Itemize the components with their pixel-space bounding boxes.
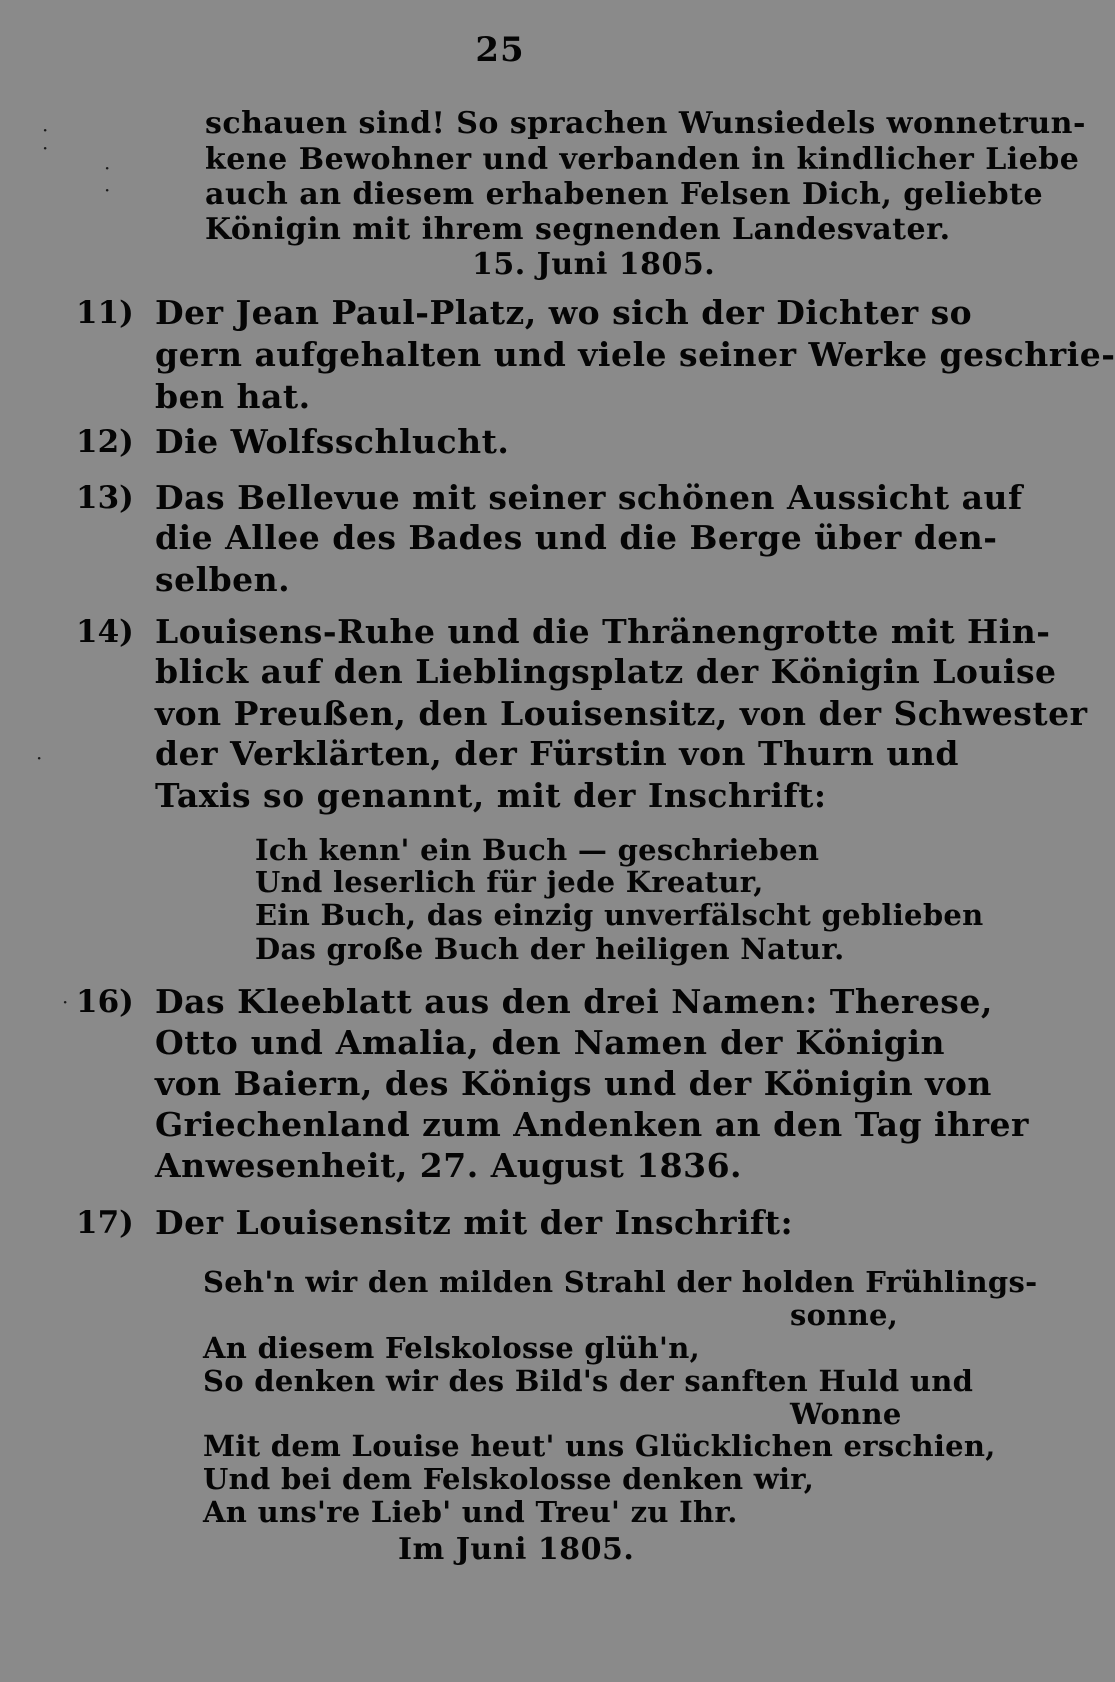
item-number: 13) (76, 480, 134, 516)
item-line: Griechenland zum Andenken an den Tag ihrer (155, 1105, 1029, 1144)
item-line: blick auf den Lieblingsplatz der Königin Louise (155, 652, 1057, 691)
intro-line: schauen sind! So sprachen Wunsiedels wonnetrun- (205, 106, 1086, 141)
item-line: Der Jean Paul-Platz, wo sich der Dichter so (155, 293, 973, 332)
item-line: Taxis so genannt, mit der Inschrift: (155, 776, 827, 815)
intro-line: auch an diesem erhabenen Felsen Dich, geliebte (205, 177, 1044, 212)
verse-line: Seh'n wir den milden Strahl der holden Frühlings- (203, 1265, 1038, 1299)
item-number: 16) (76, 984, 134, 1020)
item-line: ben hat. (155, 377, 311, 416)
item-line: von Preußen, den Louisensitz, von der Schwester (155, 694, 1088, 733)
verse-line: Mit dem Louise heut' uns Glücklichen erschien, (203, 1429, 996, 1463)
verse-line: Ein Buch, das einzig unverfälscht geblieben (255, 898, 984, 932)
item-line: der Verklärten, der Fürstin von Thurn und (155, 734, 959, 773)
verse-line: Ich kenn' ein Buch — geschrieben (255, 833, 820, 867)
item-line: Anwesenheit, 27. August 1836. (155, 1146, 743, 1185)
closing-date: Im Juni 1805. (398, 1532, 635, 1567)
item-number: 17) (76, 1205, 134, 1241)
item-line: Die Wolfsschlucht. (155, 422, 510, 461)
verse-line: An uns're Lieb' und Treu' zu Ihr. (203, 1495, 738, 1529)
scan-speck: · (42, 118, 49, 142)
intro-line: kene Bewohner und verbanden in kindlicher Liebe (205, 142, 1080, 177)
item-line: Der Louisensitz mit der Inschrift: (155, 1203, 794, 1242)
verse-line: An diesem Felskolosse glüh'n, (203, 1331, 700, 1365)
intro-line: Königin mit ihrem segnenden Landesvater. (205, 212, 951, 247)
scan-speck: · (62, 990, 69, 1014)
item-line: von Baiern, des Königs und der Königin von (155, 1064, 992, 1103)
verse-line: sonne, (790, 1298, 899, 1332)
verse-line: So denken wir des Bild's der sanften Huld und (203, 1364, 974, 1398)
verse-line: Und bei dem Felskolosse denken wir, (203, 1462, 815, 1496)
verse-line: Das große Buch der heiligen Natur. (255, 932, 845, 966)
item-number: 14) (76, 614, 134, 650)
item-line: selben. (155, 560, 291, 599)
scan-speck: · (42, 136, 49, 160)
scan-speck: · (36, 746, 43, 770)
item-line: Das Kleeblatt aus den drei Namen: Therese, (155, 982, 993, 1021)
item-number: 11) (76, 295, 134, 331)
item-line: Otto und Amalia, den Namen der Königin (155, 1023, 945, 1062)
item-line: gern aufgehalten und viele seiner Werke geschrie- (155, 335, 1115, 374)
verse-line: Und leserlich für jede Kreatur, (255, 865, 764, 899)
verse-line: Wonne (790, 1397, 902, 1431)
item-number: 12) (76, 424, 134, 460)
intro-date: 15. Juni 1805. (472, 247, 716, 282)
page-number: 25 (475, 30, 525, 70)
scan-speck: · (104, 156, 111, 180)
item-line: Louisens-Ruhe und die Thränengrotte mit Hin- (155, 612, 1051, 651)
item-line: die Allee des Bades und die Berge über den- (155, 518, 998, 557)
item-line: Das Bellevue mit seiner schönen Aussicht auf (155, 478, 1023, 517)
scan-speck: · (104, 178, 111, 202)
